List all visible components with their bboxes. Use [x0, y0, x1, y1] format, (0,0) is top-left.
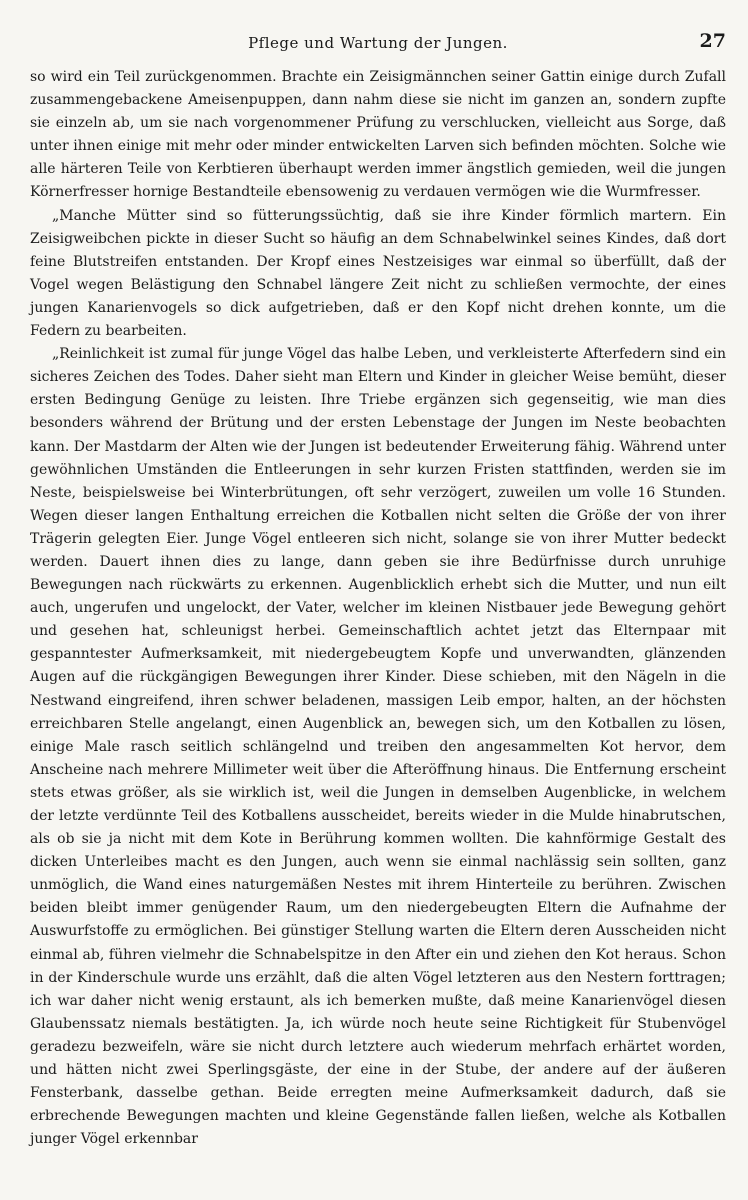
paragraph-continuation: so wird ein Teil zurückgenommen. Brachte ein Zeisigmännchen seiner Gattin einige durch Zufall zusammengebackene Ameisenpuppen, dann nahm diese sie nicht im ganzen an, sondern zupfte sie einzeln ab, um sie nach vorgenommener Prüfung zu verschlucken, vielleicht aus Sorge, daß unter ihnen einige mit mehr oder minder entwickelten Larven sich befinden möchten. Solche wie alle härteren Teile von Kerbtieren überhaupt werden immer ängstlich gemieden, weil die jungen Körnerfresser hornige Bestandteile ebensowenig zu verdauen vermögen wie die Wurmfresser. — [30, 69, 726, 201]
page-header — [30, 28, 726, 62]
page-number: 27 — [699, 30, 726, 52]
running-title: Pflege und Wartung der Jungen. — [248, 34, 508, 52]
book-page — [30, 28, 726, 1178]
page-body — [30, 66, 726, 1151]
paragraph-fuetterung: „Manche Mütter sind so fütterungssüchtig, daß sie ihre Kinder förmlich martern. Ein Zeisigweibchen pickte in dieser Sucht so häufig an dem Schnabelwinkel seines Kindes, daß dort feine Blutstreifen entstanden. Der Kropf eines Nestzeisiges war einmal so überfüllt, daß der Vogel wegen Belästigung den Schnabel längere Zeit nicht zu schließen vermochte, der eines jungen Kanarienvogels so dick aufgetrieben, daß er den Kopf nicht drehen konnte, um die Federn zu bearbeiten. — [30, 207, 726, 340]
paragraph-reinlichkeit: „Reinlichkeit ist zumal für junge Vögel das halbe Leben, und verkleisterte Afterfedern sind ein sicheres Zeichen des Todes. Daher sieht man Eltern und Kinder in gleicher Weise bemüht, dieser ersten Bedingung Genüge zu leisten. Ihre Triebe ergänzen sich gegenseitig, wie man dies besonders während der Brütung und der ersten Lebenstage der Jungen im Neste beobachten kann. Der Mastdarm der Alten wie der Jungen ist bedeutender Erweiterung fähig. Während unter gewöhnlichen Umständen die Entleerungen in sehr kurzen Fristen stattfinden, werden sie im Neste, beispielsweise bei Winterbrütungen, oft sehr verzögert, zuweilen um volle 16 Stunden. Wegen dieser langen Enthaltung erreichen die Kotballen nicht selten die Größe der von ihrer Trägerin gelegten Eier. Junge Vögel entleeren sich nicht, solange sie von ihrer Mutter bedeckt werden. Dauert ihnen dies zu lange, dann geben sie ihre Bedürfnisse durch unruhige Bewegungen nach rückwärts zu erkennen. Augenblicklich erhebt sich die Mutter, und nun eilt auch, ungerufen und ungelockt, der Vater, welcher im kleinen Nistbauer jede Bewegung gehört und gesehen hat, schleunigst herbei. Gemeinschaftlich achtet jetzt das Elternpaar mit gespanntester Aufmerksamkeit, mit niedergebeugtem Kopfe und unverwandten, glänzenden Augen auf die rückgängigen Bewegungen ihrer Kinder. Diese schieben, mit den Nägeln in die Nestwand eingreifend, ihren schwer beladenen, massigen Leib empor, halten, an der höchsten erreichbaren Stelle angelangt, einen Augenblick an, bewegen sich, um den Kotballen zu lösen, einige Male rasch seitlich schlängelnd und treiben den angesammelten Kot hervor, dem Anscheine nach mehrere Millimeter weit über die Afteröffnung hinaus. Die Entfernung erscheint stets etwas größer, als sie wirklich ist, weil die Jungen in demselben Augenblicke, in welchem der letzte verdünnte Teil des Kotballens ausscheidet, bereits wieder in die Mulde hinabrutschen, als ob sie ja nicht mit dem Kote in Berührung kommen wollten. Die kahnförmige Gestalt des dicken Unterleibes macht es den Jungen, auch wenn sie einmal nachlässig sein sollten, ganz unmöglich, die Wand eines naturgemäßen Nestes mit ihrem Hinterteile zu berühren. Zwischen beiden bleibt immer genügender Raum, um den niedergebeugten Eltern die Aufnahme der Auswurfstoffe zu ermöglichen. Bei günstiger Stellung warten die Eltern deren Ausscheiden nicht einmal ab, führen vielmehr die Schnabelspitze in den After ein und ziehen den Kot heraus. Schon in der Kinderschule wurde uns erzählt, daß die alten Vögel letzteren aus den Nestern forttragen; ich war daher nicht wenig erstaunt, als ich bemerken mußte, daß meine Kanarienvögel diesen Glaubenssatz niemals bestätigten. Ja, ich würde noch heute seine Richtigkeit für Stubenvögel geradezu bezweifeln, wäre sie nicht durch letztere auch wiederum mehrfach erhärtet worden, und hätten nicht zwei Sperlingsgäste, der eine in der Stube, der andere auf der äußeren Fensterbank, dasselbe gethan. Beide erregten meine Aufmerksamkeit dadurch, daß sie erbrechende Bewegungen machten und kleine Gegenstände fallen ließen, welche als Kotballen junger Vögel erkennbar — [30, 346, 726, 1148]
